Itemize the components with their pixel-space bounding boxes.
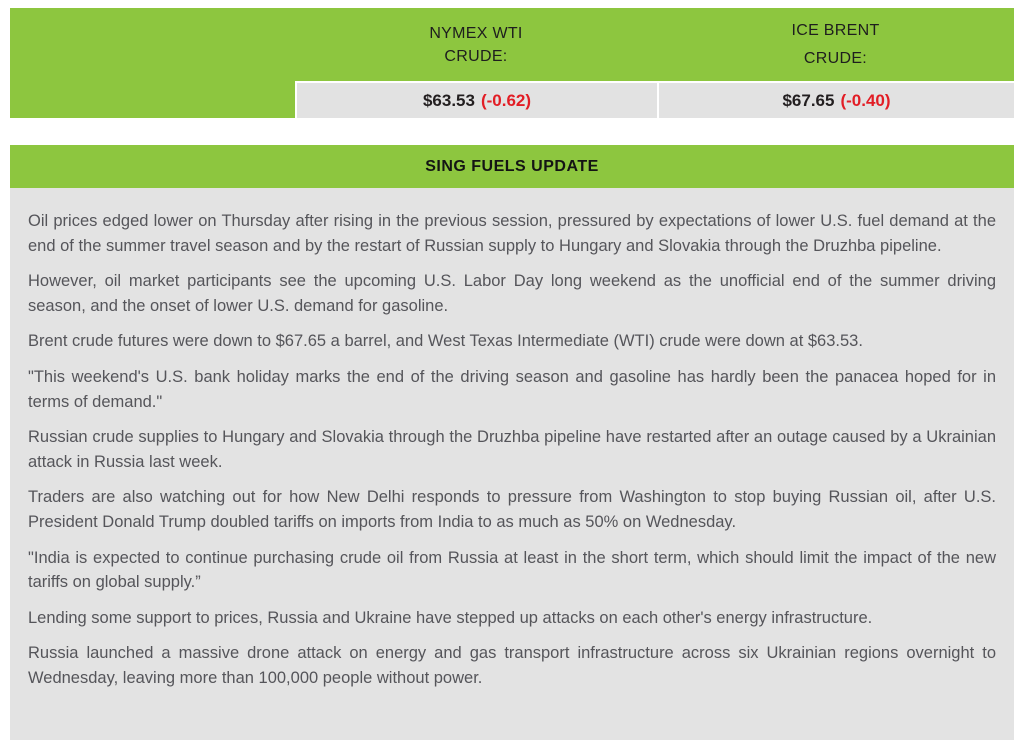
nymex-wti-price-cell bbox=[295, 81, 657, 118]
nymex-wti-label-line2: CRUDE: bbox=[444, 47, 508, 65]
ice-brent-label-line1: ICE BRENT bbox=[791, 21, 880, 39]
update-paragraph: However, oil market participants see the upcoming U.S. Labor Day long weekend as the unofficial end of the summer driving season, and the onset of lower U.S. demand for gasoline. bbox=[28, 272, 996, 315]
update-paragraph: Traders are also watching out for how New Delhi responds to pressure from Washington to stop buying Russian oil, after U.S. President Donald Trump doubled tariffs on imports from India to as much as 50% on Wednesday. bbox=[28, 488, 996, 531]
ice-brent-header bbox=[657, 8, 1014, 81]
update-body bbox=[10, 188, 1014, 740]
update-paragraph: Lending some support to prices, Russia and Ukraine have stepped up attacks on each other's energy infrastructure. bbox=[28, 608, 873, 627]
nymex-wti-price: $63.53 bbox=[422, 90, 475, 110]
section-title-bar bbox=[10, 145, 1014, 188]
nymex-wti-change: (-0.62) bbox=[480, 90, 532, 110]
update-paragraph: Russian crude supplies to Hungary and Slovakia through the Druzhba pipeline have restarted after an outage caused by a Ukrainian attack in Russia last week. bbox=[28, 428, 996, 471]
update-paragraph: "This weekend's U.S. bank holiday marks the end of the driving season and gasoline has hardly been the panacea hoped for in terms of demand." bbox=[28, 367, 996, 411]
nymex-wti-label-line1: NYMEX WTI bbox=[429, 24, 523, 42]
sing-fuels-update-section bbox=[10, 145, 1014, 740]
ice-brent-price-cell bbox=[657, 81, 1014, 118]
update-paragraph: Oil prices edged lower on Thursday after rising in the previous session, pressured by expectations of lower U.S. fuel demand at the end of the summer travel season and by the restart of Russian supply to Hungary and Slovakia through the Druzhba pipeline. bbox=[28, 212, 996, 255]
update-paragraph: "India is expected to continue purchasing crude oil from Russia at least in the short term, which should limit the impact of the new tariffs on global supply.” bbox=[28, 548, 996, 592]
ice-brent-change: (-0.40) bbox=[840, 90, 891, 110]
update-paragraph: Brent crude futures were down to $67.65 a barrel, and West Texas Intermediate (WTI) crude were down at $63.53. bbox=[28, 332, 863, 351]
ice-brent-price: $67.65 bbox=[782, 90, 835, 110]
nymex-wti-header bbox=[295, 8, 657, 81]
ice-brent-label-line2: CRUDE: bbox=[803, 49, 868, 67]
price-banner bbox=[10, 8, 1014, 118]
update-paragraph: Russia launched a massive drone attack on energy and gas transport infrastructure across six Ukrainian regions overnight to Wednesday, leaving more than 100,000 people without power. bbox=[28, 644, 996, 687]
section-title: SING FUELS UPDATE bbox=[425, 157, 599, 175]
